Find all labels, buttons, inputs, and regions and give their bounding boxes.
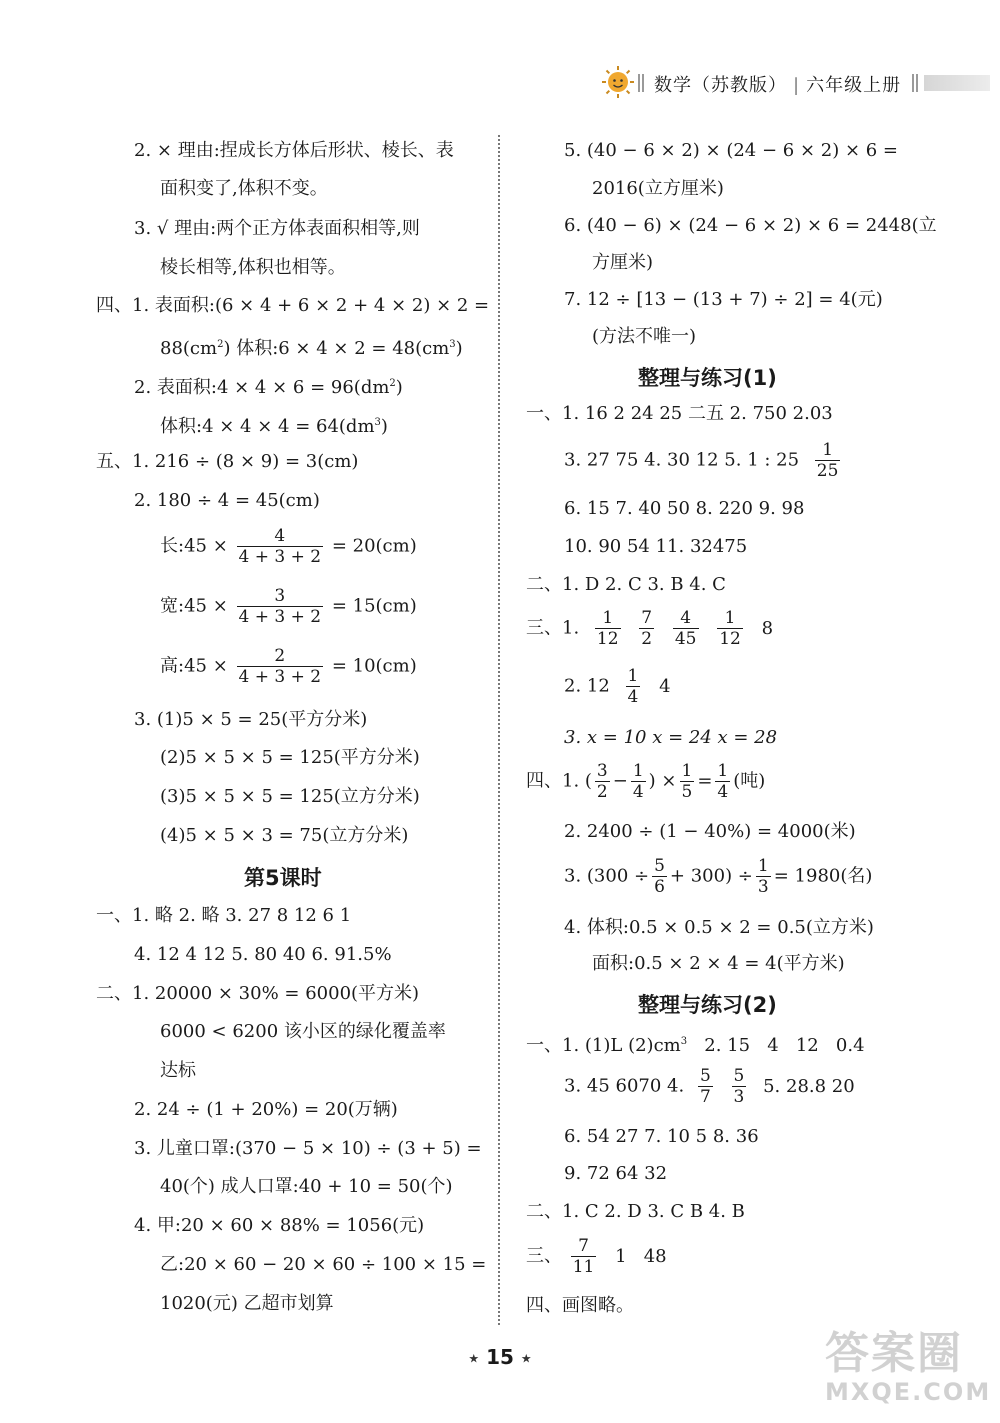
fraction: $\frac{1}{3}$ bbox=[757, 856, 769, 897]
text-line: $88(cm^2)$ 体积:6 × $4 \times 2 = 48(cm^3)$ bbox=[160, 338, 463, 359]
formula-line: 三、 $\frac{7}{11}$ 1 48 bbox=[526, 1236, 667, 1277]
text-line: 一、1. 16 2 24 25 二五 2. 750 2.03 bbox=[526, 403, 833, 424]
fraction: $\frac{1}{4}$ bbox=[632, 761, 644, 802]
formula-line: 四、1. ( $\frac{3}{2}$ − $\frac{1}{4}$ ) × $\frac{1}{5}$ = $\frac{1}{4}$ (吨) bbox=[526, 761, 766, 802]
formula-line: 三、1. $\frac{1}{12}$ $\frac{7}{2}$ $\frac{4}{45}$ $\frac{1}{12}$ 8 bbox=[526, 608, 774, 649]
fraction: $\frac{3}{4 + 3 + 2}$ bbox=[238, 586, 322, 627]
fraction: $\frac{5}{3}$ bbox=[733, 1066, 745, 1107]
text-line: 6. (40 − 6) × (24 − 6 × 2) × 6 = 2448(立 bbox=[564, 215, 937, 236]
text-line: (3)5 × 5 × 5 = 125(立方分米) bbox=[160, 786, 420, 807]
text-line: 2016(立方厘米) bbox=[592, 178, 724, 199]
text-line: 6000 < 6200 该小区的绿化覆盖率 bbox=[160, 1021, 446, 1042]
fraction: $\frac{1}{25}$ bbox=[816, 440, 839, 481]
text-line: 二、1. C 2. D 3. C B 4. B bbox=[526, 1201, 745, 1222]
fraction: $\frac{1}{5}$ bbox=[681, 761, 693, 802]
text-line: 乙:20 × 60 − 20 × 60 ÷ 100 × 15 = bbox=[160, 1254, 487, 1275]
watermark-bottom: MXQE.COM bbox=[825, 1378, 992, 1406]
section-title: 整理与练习(1) bbox=[638, 366, 777, 390]
text-line: (方法不唯一) bbox=[592, 326, 697, 347]
fraction: $\frac{2}{4 + 3 + 2}$ bbox=[238, 646, 322, 687]
star-icon: ★ bbox=[520, 1351, 532, 1366]
text-line: 2. 180 ÷ 4 = 45(cm) bbox=[134, 490, 320, 511]
fraction: $\frac{5}{7}$ bbox=[699, 1066, 711, 1107]
fraction: $\frac{7}{11}$ bbox=[572, 1236, 595, 1277]
formula-line: 3. (300 ÷ $\frac{5}{6}$ + 300) ÷ $\frac{1}{3}$ = 1980(名) bbox=[564, 856, 873, 897]
text-line: 3. x = 10 x = 24 x = 28 bbox=[564, 727, 778, 748]
text-line: 4. 体积:0.5 × 0.5 × 2 = 0.5(立方米) bbox=[564, 917, 874, 938]
text-line: 9. 72 64 32 bbox=[564, 1163, 668, 1184]
fraction: $\frac{1}{12}$ bbox=[719, 608, 741, 649]
page-number: ★ 15 ★ bbox=[468, 1345, 532, 1369]
section-title: 第5课时 bbox=[244, 866, 322, 890]
text-line: 6. 15 7. 40 50 8. 220 9. 98 bbox=[564, 498, 805, 519]
text-line: 面积:0.5 × 2 × 4 = 4(平方米) bbox=[592, 953, 845, 974]
text-line: 2. 表面积:4 × $4 \times 6 = 96(dm^2)$ bbox=[134, 377, 403, 398]
text-line: 2. 24 ÷ (1 + 20%) = 20(万辆) bbox=[134, 1099, 398, 1120]
text-line: 5. (40 − 6 × 2) × (24 − 6 × 2) × 6 = bbox=[564, 140, 899, 161]
formula-line: 长:45 × $\frac{4}{4 + 3 + 2}$ = 20(cm) bbox=[160, 526, 417, 567]
text-line: 3. (1)5 × 5 = 25(平方分米) bbox=[134, 709, 368, 730]
text-line: 6. 54 27 7. 10 5 8. 36 bbox=[564, 1126, 759, 1147]
text-line: 面积变了,体积不变。 bbox=[160, 178, 328, 199]
text-line: 四、1. 表面积:(6 × 4 + 6 × 2 + 4 × 2) × 2 = bbox=[96, 295, 490, 316]
fraction: $\frac{5}{6}$ bbox=[654, 856, 665, 897]
formula-line: 高:45 × $\frac{2}{4 + 3 + 2}$ = 10(cm) bbox=[160, 646, 417, 687]
text-line: (2)5 × 5 × 5 = 125(平方分米) bbox=[160, 747, 420, 768]
fraction: $\frac{7}{2}$ bbox=[641, 608, 653, 649]
text-line: 达标 bbox=[160, 1060, 196, 1081]
text-line: 棱长相等,体积也相等。 bbox=[160, 257, 346, 278]
watermark-logo bbox=[825, 1330, 995, 1418]
fraction: $\frac{1}{4}$ bbox=[717, 761, 729, 802]
text-line: 40(个) 成人口罩:40 + 10 = 50(个) bbox=[160, 1176, 453, 1197]
text-line: 方厘米) bbox=[592, 252, 654, 273]
header-title: 数学（苏教版） | 六年级上册 bbox=[654, 75, 902, 96]
watermark-top: 答案圈 bbox=[825, 1328, 963, 1379]
text-line: 二、1. D 2. C 3. B 4. C bbox=[526, 574, 726, 595]
text-line: 3. 儿童口罩:(370 − 5 × 10) ÷ (3 + 5) = bbox=[134, 1138, 482, 1159]
star-icon: ★ bbox=[468, 1351, 480, 1366]
formula-line: 宽:45 × $\frac{3}{4 + 3 + 2}$ = 15(cm) bbox=[160, 586, 417, 627]
header-bars bbox=[638, 74, 648, 92]
fraction: $\frac{4}{45}$ bbox=[674, 608, 697, 649]
text-line: 2. 2400 ÷ (1 − 40%) = 4000(米) bbox=[564, 821, 856, 842]
text-line: 3. √ 理由:两个正方体表面积相等,则 bbox=[134, 218, 420, 239]
header-grade: 六年级上册 bbox=[806, 75, 902, 96]
text-line: (4)5 × 5 × 3 = 75(立方分米) bbox=[160, 825, 409, 846]
sun-logo-icon bbox=[600, 64, 636, 100]
text-line: 2. × 理由:捏成长方体后形状、棱长、表 bbox=[134, 140, 454, 161]
formula-line: 3. 27 75 4. 30 12 5. 1 : 25 $\frac{1}{25}$ bbox=[564, 440, 839, 481]
fraction: $\frac{4}{4 + 3 + 2}$ bbox=[238, 526, 322, 567]
text-line: 四、画图略。 bbox=[526, 1295, 634, 1316]
text-line: 五、1. 216 ÷ (8 × 9) = 3(cm) bbox=[96, 451, 359, 472]
fraction: $\frac{3}{2}$ bbox=[596, 761, 608, 802]
fraction: $\frac{1}{4}$ bbox=[627, 666, 639, 707]
text-line: 一、1. (1)L $(2)cm^3$ 2. 15 4 12 0.4 bbox=[526, 1035, 865, 1056]
column-divider bbox=[498, 135, 500, 1325]
text-line: 4. 12 4 12 5. 80 40 6. 91.5% bbox=[134, 944, 392, 965]
text-line: 4. 甲:20 × 60 × 88% = 1056(元) bbox=[134, 1215, 425, 1236]
text-line: 一、1. 略 2. 略 3. 27 8 12 6 1 bbox=[96, 905, 352, 926]
formula-line: 2. 12 $\frac{1}{4}$ 4 bbox=[564, 666, 671, 707]
text-line: 体积:4 × $4 \times 4 = 64(dm^3)$ bbox=[160, 416, 388, 437]
section-title: 整理与练习(2) bbox=[638, 993, 777, 1017]
header-band bbox=[924, 75, 990, 91]
text-line: 7. 12 ÷ [13 − (13 + 7) ÷ 2] = 4(元) bbox=[564, 289, 883, 310]
formula-line: 3. 45 6070 4. $\frac{5}{7}$ $\frac{5}{3}$ 5. 28.8 20 bbox=[564, 1066, 855, 1107]
text-line: 1020(元) 乙超市划算 bbox=[160, 1293, 334, 1314]
text-line: 二、1. 20000 × 30% = 6000(平方米) bbox=[96, 983, 420, 1004]
page-header bbox=[590, 62, 1000, 106]
header-subject: 数学（苏教版） bbox=[654, 75, 787, 96]
fraction: $\frac{1}{12}$ bbox=[596, 608, 619, 649]
text-line: 10. 90 54 11. 32475 bbox=[564, 536, 748, 557]
